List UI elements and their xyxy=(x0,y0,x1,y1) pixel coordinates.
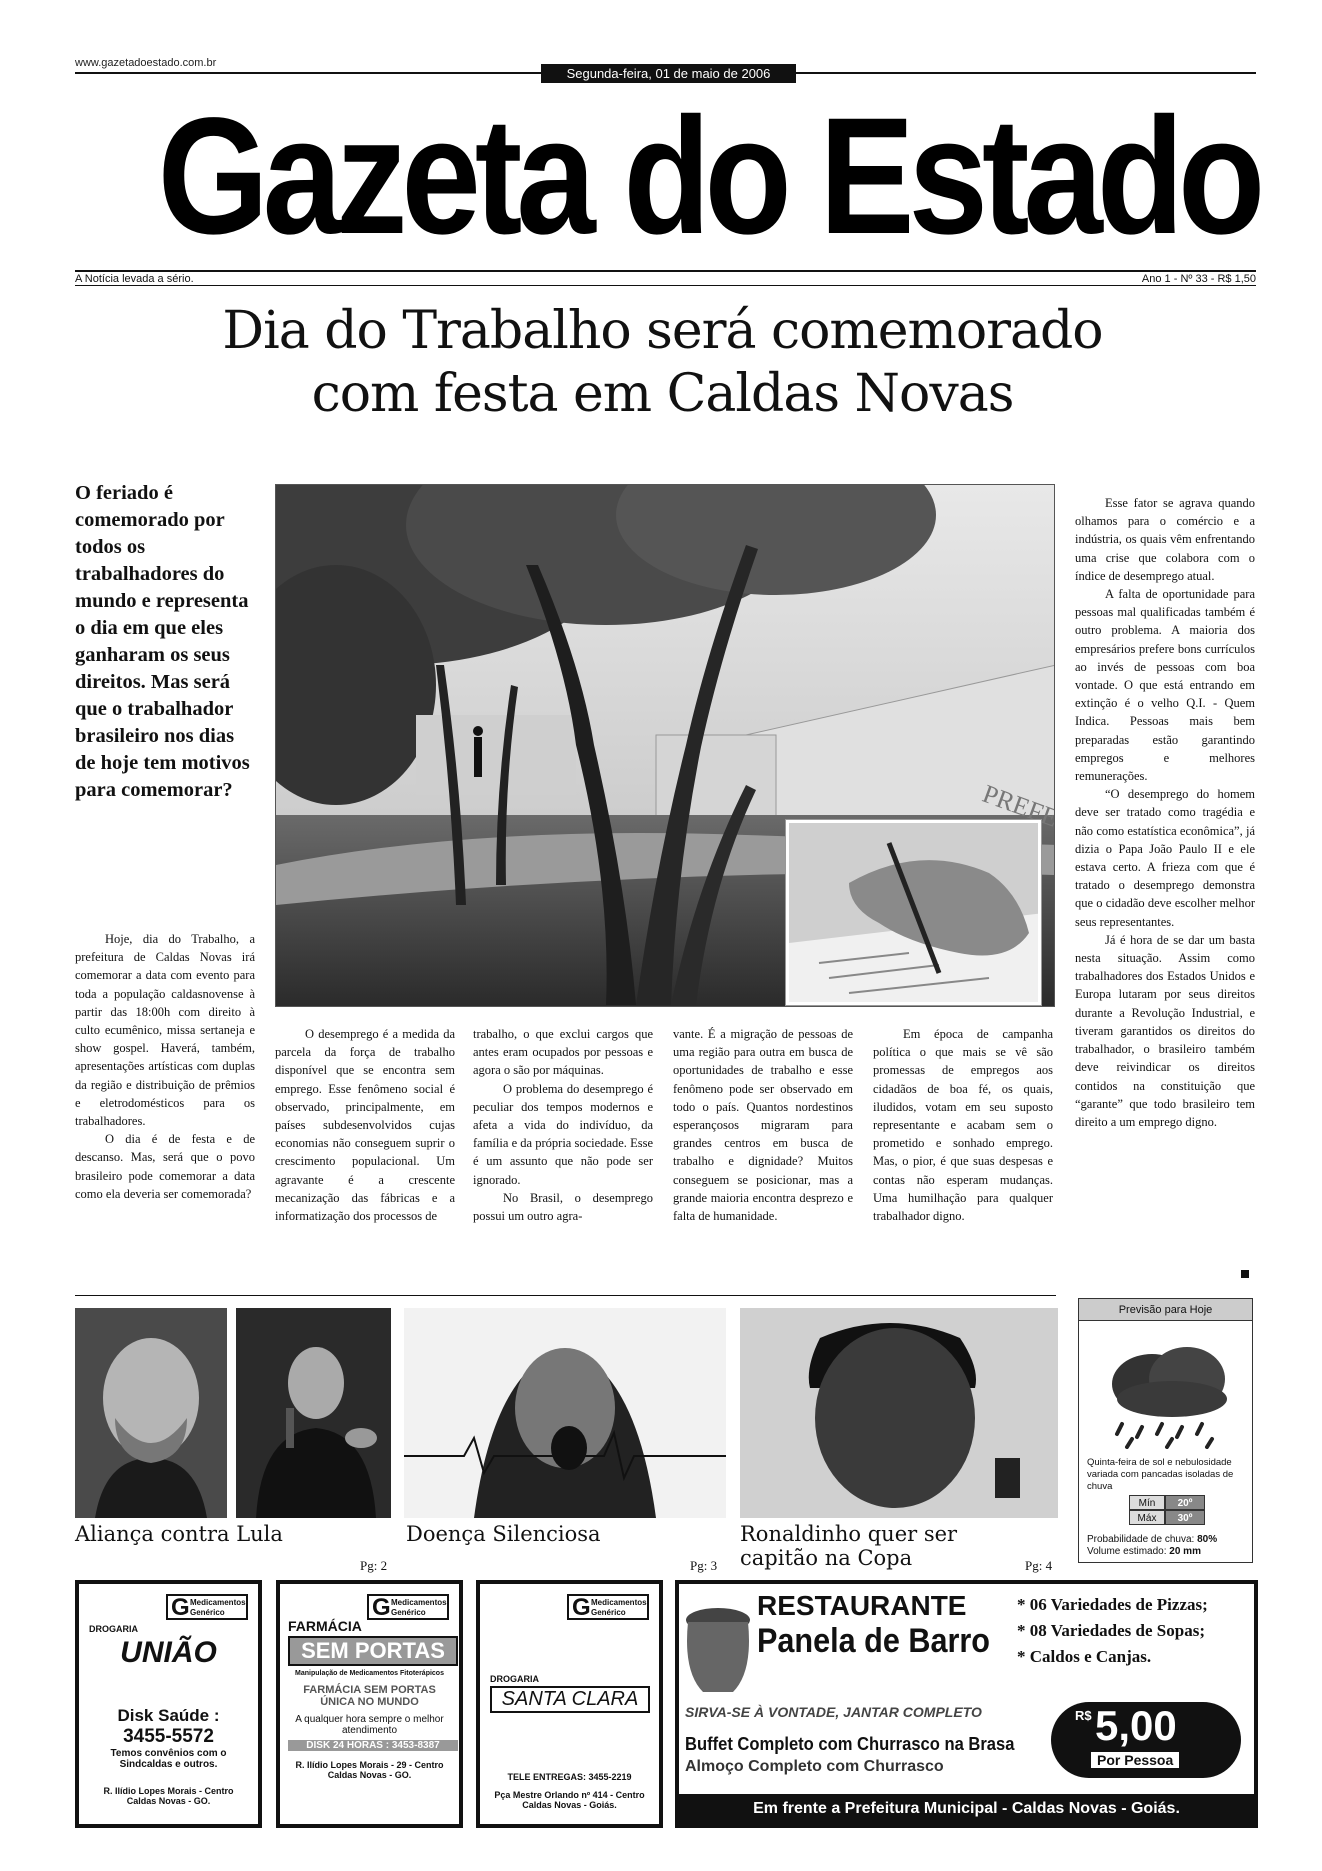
ad-address: Pça Mestre Orlando nº 414 - Centro Caldas Novas - Goiás. xyxy=(494,1790,645,1810)
headline-line-2: com festa em Caldas Novas xyxy=(311,364,1014,424)
menu-item: * Caldos e Canjas. xyxy=(1017,1647,1152,1666)
ad-note: A qualquer hora sempre o melhor atendimento xyxy=(295,1714,444,1736)
paragraph: Esse fator se agrava quando olhamos para o comércio e a indústria, os quais vêm enfrentando uma crise que colabora com o índice de desemprego atual. xyxy=(1075,496,1255,583)
restaurant-subtitle: SIRVA-SE À VONTADE, JANTAR COMPLETO xyxy=(685,1704,982,1720)
article-column-3 xyxy=(473,1025,653,1225)
restaurant-footer: Em frente a Prefeitura Municipal - Caldas Novas - Goiás. xyxy=(679,1794,1254,1824)
issue-date: Segunda-feira, 01 de maio de 2006 xyxy=(541,64,796,83)
masthead: Gazeta do Estado xyxy=(157,84,1260,269)
paragraph: Em época de campanha política o que mais se vê são promessas de empregos aos cidadãos de boa fé, os quais, iludidos, votam em seu suposto representante e acabam sem o prometido e sonhado emprego. Mas, o pior, é que suas despesas e contas não esperam mudanças. Uma humilhação para qualquer trabalhador digno. xyxy=(873,1027,1053,1224)
site-url: www.gazetadoestado.com.br xyxy=(75,57,217,69)
ad-name: SANTA CLARA xyxy=(490,1686,650,1713)
issue-info: Ano 1 - Nº 33 - R$ 1,50 xyxy=(1141,273,1256,285)
weather-box xyxy=(1078,1298,1253,1563)
teaser-photo-ronaldinho[interactable] xyxy=(740,1308,1058,1518)
masthead-bottom-rule xyxy=(75,285,1256,286)
prob-value: 80% xyxy=(1197,1534,1218,1545)
paragraph: No Brasil, o desemprego possui um outro agra- xyxy=(473,1190,653,1224)
min-value: 20º xyxy=(1165,1495,1205,1510)
portrait-illustration xyxy=(236,1308,391,1518)
paragraph: O desemprego é a medida da parcela da força de trabalho disponível que se encontra sem emprego. Esse fenômeno social é observado, principalmente, em países subdesenvolvidos cujas economias não conseguem suprir o crescimento populacional. Um agravante é a crescente mecanização das fábricas e a informatização dos processos de xyxy=(275,1027,455,1224)
teaser-caption-3[interactable]: Ronaldinho quer ser capitão na Copa xyxy=(740,1522,958,1570)
ad-drogaria-santa-clara[interactable] xyxy=(476,1580,663,1828)
paragraph: Já é hora de se dar um basta nesta situação. Assim como trabalhadores dos Estados Unidos e Europa lutaram por seus direitos durante a Revolução Industrial, e tiveram garantidos os direitos do trabalhador, o brasileiro também deve reivindicar os direitos contidos na constituição que “garante” que todo brasileiro tem direito a um emprego digno. xyxy=(1075,932,1255,1129)
paragraph: trabalho, o que exclui cargos que antes eram ocupados por pessoas e agora o são por máquinas. xyxy=(473,1027,653,1078)
ad-name: SEM PORTAS xyxy=(288,1636,458,1666)
min-label: Mín xyxy=(1129,1495,1165,1510)
article-column-6 xyxy=(1075,494,1255,1131)
max-label: Máx xyxy=(1129,1510,1165,1525)
teaser-page-2: Pg: 3 xyxy=(690,1558,718,1573)
teaser-caption-1[interactable]: Aliança contra Lula xyxy=(75,1522,283,1546)
volume-value: 20 mm xyxy=(1169,1546,1201,1557)
teaser-photo-lula[interactable] xyxy=(75,1308,227,1518)
max-temp-row xyxy=(1129,1510,1209,1525)
ad-restaurante-panela-de-barro[interactable] xyxy=(675,1580,1258,1828)
teaser-caption-2[interactable]: Doença Silenciosa xyxy=(406,1522,601,1546)
ad-address: R. Ilídio Lopes Morais - 29 - Centro Caldas Novas - GO. xyxy=(295,1760,444,1780)
temperature-table xyxy=(1129,1495,1209,1525)
article-deck: O feriado é comemorado por todos os trabalhadores do mundo e representa o dia em que eles ganharam os seus direitos. Mas será que o trabalhador brasileiro nos dias de hoje tem motivos para comemorar? xyxy=(75,482,250,801)
restaurant-menu-items xyxy=(1017,1592,1208,1670)
ad-slogan: FARMÁCIA SEM PORTAS ÚNICA NO MUNDO xyxy=(303,1684,436,1708)
teaser-page-3: Pg: 4 xyxy=(1025,1558,1053,1573)
min-temp-row xyxy=(1129,1495,1209,1510)
ad-name: UNIÃO xyxy=(120,1636,217,1669)
article-column-4 xyxy=(673,1025,853,1225)
restaurant-title-2: Panela de Barro xyxy=(757,1622,991,1660)
article-end-mark xyxy=(1241,1270,1249,1278)
slogan: A Notícia levada a sério. xyxy=(75,273,194,285)
paragraph: O problema do desemprego é peculiar dos tempos modernos e afeta a vida do indivíduo, da família e da própria sociedade. Esse é um assunto que não pode ser ignorado. xyxy=(473,1081,653,1187)
building-sign-text: PREFEITURA xyxy=(978,778,1055,860)
ad-kind: FARMÁCIA xyxy=(288,1618,362,1634)
restaurant-lunch: Almoço Completo com Churrasco xyxy=(685,1758,944,1775)
teaser-photo-xray[interactable] xyxy=(404,1308,726,1518)
price-badge xyxy=(1051,1702,1241,1778)
ad-kind: DROGARIA xyxy=(490,1674,539,1684)
paragraph: vante. É a migração de pessoas de uma região para outra em busca de oportunidades de trabalho e esse fenômeno pode ser observado em todo o país. Quantos nordestinos esperançosos migraram para grandes centros em busca de trabalho e dignidade? Muitos conseguem se posicionar, mas a grande maioria encontra desprezo e falta de humanidade. xyxy=(673,1027,853,1224)
paragraph: “O desemprego do homem deve ser tratado como tragédia e não como estatística econômica”, já dizia o Papa João Paulo II e ele estava certo. A frieza com que é tratado o desemprego demonstra que o cidadão deve escolher melhor seus representantes. xyxy=(1075,787,1255,929)
paragraph: A falta de oportunidade para pessoas mal qualificadas também é outro problema. A maioria dos empresários prefere bons currículos ao invés de pessoas com boa vontade. O que está entrando em extinção é o velho Q.I. - Quem Indica. Pessoas mais bem preparadas estão garantindo empregos e melhores remunerações. xyxy=(1075,587,1255,784)
restaurant-title-1: RESTAURANTE xyxy=(757,1590,967,1621)
ad-kind: DROGARIA xyxy=(89,1624,138,1634)
ad-delivery: TELE ENTREGAS: 3455-2219 xyxy=(507,1772,632,1782)
article-column-1 xyxy=(75,930,255,1203)
clay-pot-icon xyxy=(683,1602,753,1697)
teaser-page-1: Pg: 2 xyxy=(360,1558,388,1573)
ad-tag: Manipulação de Medicamentos Fitoterápicos xyxy=(295,1670,444,1677)
price-per: Por Pessoa xyxy=(1091,1752,1179,1768)
teaser-photo-speaker[interactable] xyxy=(236,1308,391,1518)
ad-address: R. Ilídio Lopes Morais - Centro Caldas Novas - GO. xyxy=(103,1786,234,1806)
generic-medicines-badge: G Medicamentos Genérico xyxy=(567,1594,649,1620)
paragraph: O dia é de festa e de descanso. Mas, será que o povo brasileiro pode comemorar a data como ela deveria ser comemorada? xyxy=(75,1132,255,1201)
writing-hand-illustration xyxy=(789,823,1041,1005)
prob-label: Probabilidade de chuva: xyxy=(1087,1534,1195,1545)
section-rule xyxy=(75,1295,1056,1296)
article-column-2 xyxy=(275,1025,455,1225)
article-column-5 xyxy=(873,1025,1053,1225)
portrait-illustration xyxy=(740,1308,1058,1518)
xray-illustration xyxy=(404,1308,726,1518)
ad-disk-label: Disk Saúde : xyxy=(117,1706,220,1725)
weather-description: Quinta-feira de sol e nebulosidade variada com pancadas isoladas de chuva xyxy=(1087,1457,1234,1492)
menu-item: * 06 Variedades de Pizzas; xyxy=(1017,1595,1208,1614)
ad-note: Temos convênios com o Sindcaldas e outros. xyxy=(110,1748,227,1770)
price-value: 5,00 xyxy=(1095,1702,1177,1749)
rain-probability xyxy=(1087,1534,1217,1558)
inset-photo-writing-hand xyxy=(786,820,1041,1005)
masthead-rule xyxy=(75,270,1256,272)
volume-label: Volume estimado: xyxy=(1087,1546,1167,1557)
restaurant-buffet: Buffet Completo com Churrasco na Brasa xyxy=(685,1734,1015,1754)
price-currency: R$ xyxy=(1075,1708,1092,1723)
max-value: 30º xyxy=(1165,1510,1205,1525)
portrait-illustration xyxy=(75,1308,227,1518)
ad-farmacia-sem-portas[interactable] xyxy=(276,1580,463,1828)
main-headline xyxy=(60,300,1265,426)
ad-phone: 3455-5572 xyxy=(123,1726,214,1747)
ad-drogaria-uniao[interactable] xyxy=(75,1580,262,1828)
generic-medicines-badge: G Medicamentos Genérico xyxy=(166,1594,248,1620)
weather-title: Previsão para Hoje xyxy=(1079,1299,1252,1321)
rain-cloud-icon xyxy=(1097,1339,1237,1449)
ad-disk: DISK 24 HORAS : 3453-8387 xyxy=(288,1740,458,1751)
generic-medicines-badge: G Medicamentos Genérico xyxy=(367,1594,449,1620)
headline-line-1: Dia do Trabalho será comemorado xyxy=(222,301,1103,361)
paragraph: Hoje, dia do Trabalho, a prefeitura de Caldas Novas irá comemorar a data com evento para toda a população caldasnovense à partir das 18:00h com direito à culto ecumênico, missa sertaneja e show gospel. Haverá, também, apresentações artísticas com duplas da região e distribuição de prêmios e eletrodomésticos para os trabalhadores. xyxy=(75,932,255,1129)
menu-item: * 08 Variedades de Sopas; xyxy=(1017,1621,1205,1640)
